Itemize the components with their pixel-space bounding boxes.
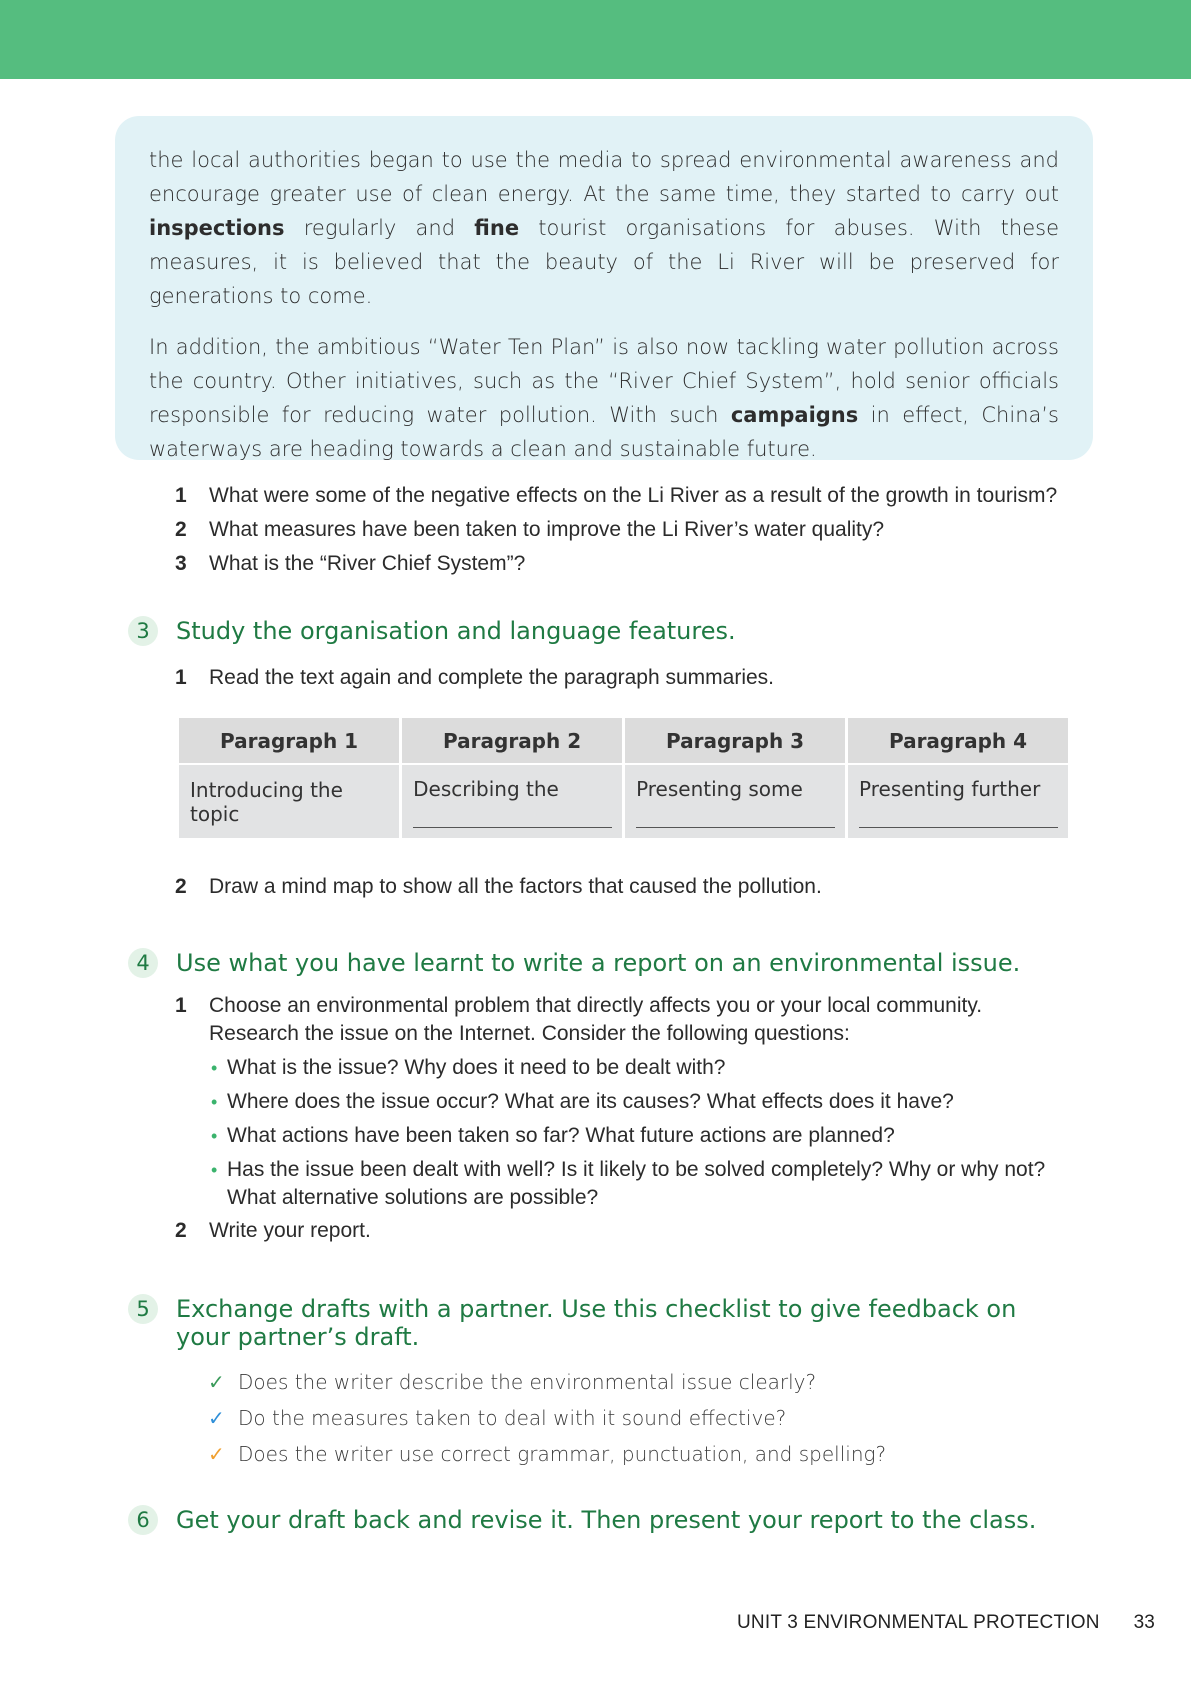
- section-4-task-1: 1 Choose an environmental problem that directly affects you or your local community. Research the issue on the Internet. Consider the following questions:: [175, 994, 983, 1045]
- feedback-checklist: [208, 1364, 886, 1472]
- section-4-task-2: 2 Write your report.: [175, 1219, 371, 1242]
- passage-paragraph-2: In addition, the ambitious “Water Ten Plan” is also now tackling water pollution across the country. Other initiatives, such as the “River Chief System”, hold senior officials responsible for reducing water pollution. With such campaigns in effect, China’s waterways are heading towards a clean and sustainable future.: [149, 335, 1059, 461]
- section-5-heading: [128, 1295, 1056, 1351]
- answer-blank[interactable]: [636, 805, 835, 828]
- table-header: Paragraph 1: [179, 718, 399, 765]
- keyword-campaigns: campaigns: [730, 403, 859, 427]
- section-title: Get your draft back and revise it. Then present your report to the class.: [176, 1506, 1037, 1534]
- question-item: 3 What is the “River Chief System”?: [175, 552, 526, 575]
- table-header: Paragraph 3: [625, 718, 845, 765]
- check-icon: ✓: [208, 1370, 225, 1394]
- passage-paragraph-1: the local authorities began to use the media to spread environmental awareness and encourage greater use of clean energy. At the same time, they started to carry out inspections regularly and fine tourist organisations for abuses. With these measures, it is believed that the beauty of the Li River will be preserved for generations to come.: [149, 148, 1060, 308]
- section-3-heading: [128, 617, 1056, 646]
- table-cell: Introducing the topic: [179, 765, 399, 838]
- question-item: 1 What were some of the negative effects on the Li River as a result of the growth in tourism?: [175, 484, 1058, 507]
- answer-blank[interactable]: [413, 805, 612, 828]
- table-header: Paragraph 4: [848, 718, 1068, 765]
- list-item: • Has the issue been dealt with well? Is it likely to be solved completely? Why or why not? What alternative solutions are possible?: [211, 1158, 1046, 1209]
- unit-title: UNIT 3 ENVIRONMENTAL PROTECTION: [737, 1612, 1100, 1633]
- section-3-task-1: 1 Read the text again and complete the paragraph summaries.: [175, 666, 775, 689]
- table-cell: Presenting some: [625, 765, 845, 838]
- section-title: Study the organisation and language features.: [176, 617, 736, 645]
- guiding-questions-list: [211, 1054, 1071, 1218]
- answer-blank[interactable]: [859, 805, 1058, 828]
- list-item: • Where does the issue occur? What are its causes? What effects does it have?: [211, 1090, 954, 1113]
- keyword-fine: fine: [474, 216, 520, 240]
- table-header-row: [179, 718, 1068, 765]
- check-icon: ✓: [208, 1442, 225, 1466]
- page-footer: [737, 1612, 1155, 1634]
- section-number: 3: [128, 616, 158, 646]
- table-cell: Presenting further: [848, 765, 1068, 838]
- section-6-heading: [128, 1506, 1056, 1535]
- list-item: • What is the issue? Why does it need to be dealt with?: [211, 1056, 726, 1079]
- top-color-band: [0, 0, 1191, 79]
- section-number: 5: [128, 1294, 158, 1324]
- checklist-item: ✓ Do the measures taken to deal with it sound effective?: [208, 1400, 886, 1436]
- table-cell: Describing the: [402, 765, 622, 838]
- section-title: Exchange drafts with a partner. Use this checklist to give feedback on your partner’s draft.: [176, 1295, 1017, 1351]
- keyword-inspections: inspections: [149, 216, 285, 240]
- reading-passage: [115, 116, 1093, 460]
- table-row: [179, 765, 1068, 838]
- checklist-item: ✓ Does the writer describe the environmental issue clearly?: [208, 1364, 886, 1400]
- paragraph-summary-table: [176, 718, 1071, 838]
- section-number: 4: [128, 948, 158, 978]
- section-title: Use what you have learnt to write a report on an environmental issue.: [176, 949, 1021, 977]
- section-4-heading: [128, 949, 1056, 978]
- list-item: • What actions have been taken so far? What future actions are planned?: [211, 1124, 895, 1147]
- section-3-task-2: 2 Draw a mind map to show all the factors that caused the pollution.: [175, 875, 822, 898]
- table-header: Paragraph 2: [402, 718, 622, 765]
- checklist-item: ✓ Does the writer use correct grammar, punctuation, and spelling?: [208, 1436, 886, 1472]
- check-icon: ✓: [208, 1406, 225, 1430]
- page-number: 33: [1133, 1612, 1155, 1633]
- comprehension-questions: [175, 479, 1057, 581]
- section-number: 6: [128, 1505, 158, 1535]
- question-item: 2 What measures have been taken to improve the Li River’s water quality?: [175, 518, 885, 541]
